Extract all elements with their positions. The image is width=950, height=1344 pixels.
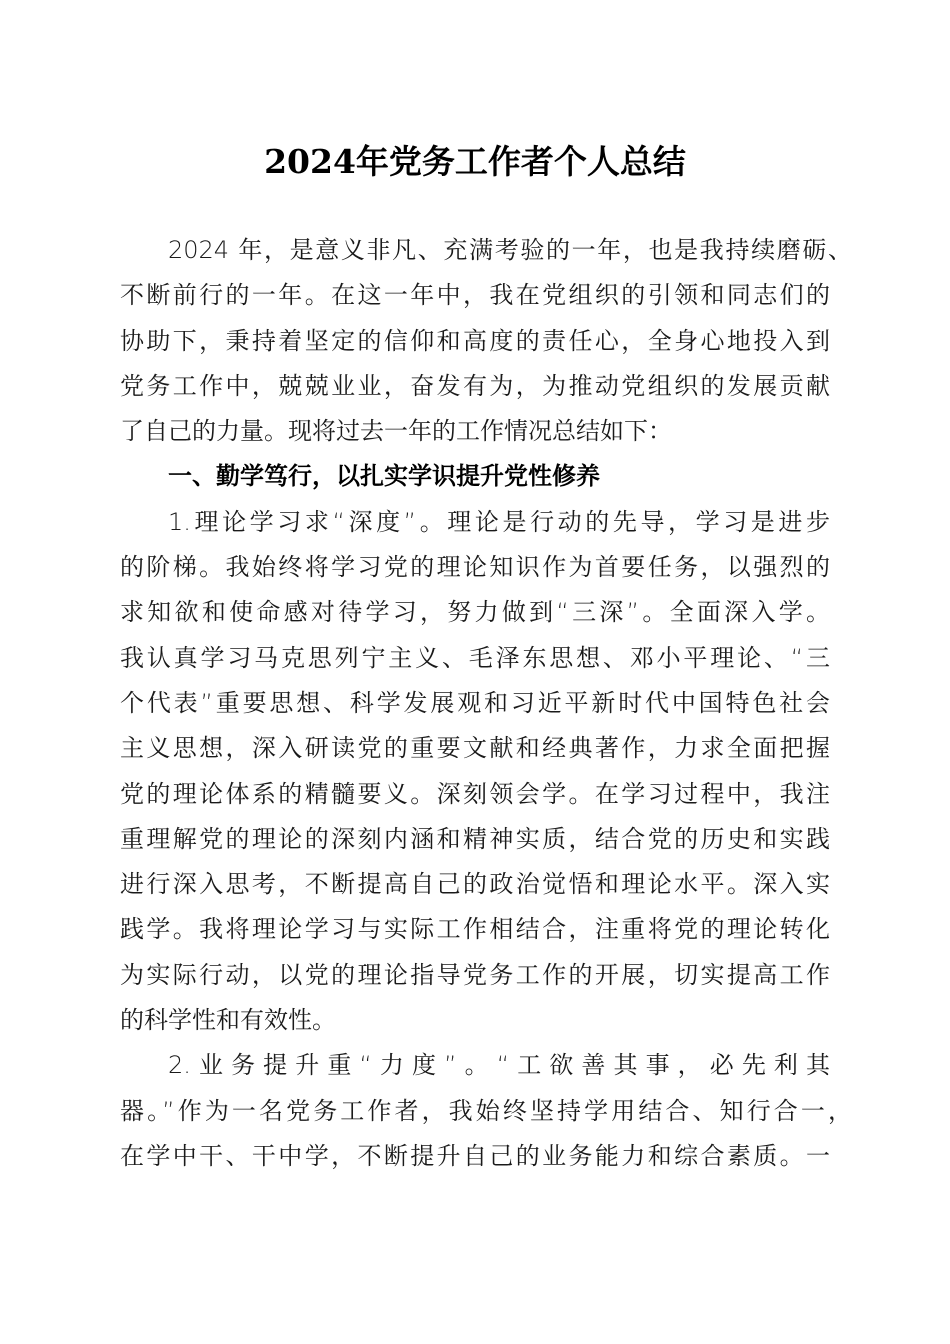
- heading-text: 一、勤学笃行，以扎实学识提升党性修养: [168, 462, 600, 491]
- text-line: 器。”作为一名党务工作者，我始终坚持学用结合、知行合一，: [120, 1096, 852, 1125]
- text-line: 协助下，秉持着坚定的信仰和高度的责任心，全身心地投入到: [120, 326, 830, 355]
- text-line: 的阶梯。我始终将学习党的理论知识作为首要任务，以强烈的: [120, 553, 830, 582]
- text-line: 在学中干、干中学，不断提升自己的业务能力和综合素质。一: [120, 1141, 830, 1170]
- text-line: 求知欲和使命感对待学习，努力做到“三深”。全面深入学。: [120, 598, 830, 627]
- text-line: 党务工作中，兢兢业业，奋发有为，为推动党组织的发展贡献: [120, 371, 830, 400]
- text-line: 党的理论体系的精髓要义。深刻领会学。在学习过程中，我注: [120, 779, 830, 808]
- document-body: [120, 228, 852, 1179]
- text-line: 践学。我将理论学习与实际工作相结合，注重将党的理论转化: [120, 915, 830, 944]
- paragraph-business-improvement: [120, 1043, 852, 1179]
- paragraph-intro: [120, 228, 852, 454]
- text-line: 主义思想，深入研读党的重要文献和经典著作，力求全面把握: [120, 734, 830, 763]
- text-line: 我认真学习马克思列宁主义、毛泽东思想、邓小平理论、“三: [120, 643, 830, 672]
- text-line: 进行深入思考，不断提高自己的政治觉悟和理论水平。深入实: [120, 870, 830, 899]
- text-line: 不断前行的一年。在这一年中，我在党组织的引领和同志们的: [120, 281, 830, 310]
- text-line: 个代表”重要思想、科学发展观和习近平新时代中国特色社会: [120, 688, 830, 717]
- text-line: 2.业务提升重“力度”。“工欲善其事，必先利其: [168, 1051, 830, 1080]
- text-line: 为实际行动，以党的理论指导党务工作的开展，切实提高工作: [120, 960, 830, 989]
- document-title: 2024年党务工作者个人总结: [264, 142, 686, 181]
- text-line: 的科学性和有效性。: [120, 1006, 336, 1035]
- text-line: 2024 年，是意义非凡、充满考验的一年，也是我持续磨砺、: [168, 236, 852, 264]
- text-line: 重理解党的理论的深刻内涵和精神实质，结合党的历史和实践: [120, 824, 830, 853]
- text-line: 1.理论学习求“深度”。理论是行动的先导，学习是进步: [168, 507, 830, 536]
- text-line: 了自己的力量。现将过去一年的工作情况总结如下：: [120, 417, 672, 446]
- paragraph-theory-study: [120, 500, 830, 1044]
- section-heading: [120, 454, 830, 499]
